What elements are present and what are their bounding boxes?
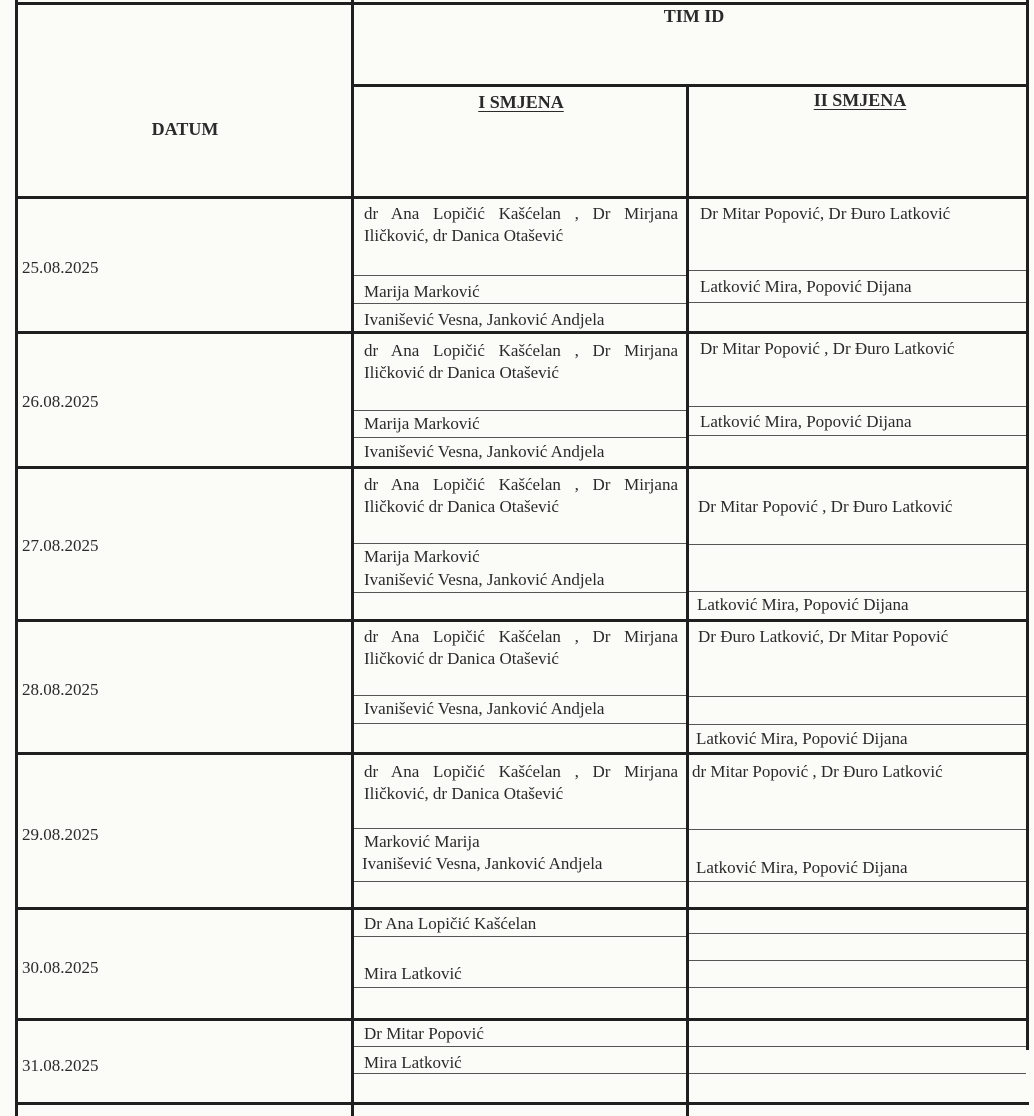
date-label: 27.08.2025 xyxy=(22,536,99,555)
shift-2-nurses: Latković Mira, Popović Dijana xyxy=(697,595,909,614)
shift-1-nurse: Marković Marija xyxy=(364,832,480,851)
shift-2-doctors: Dr Mitar Popović , Dr Đuro Latković xyxy=(700,339,955,358)
date-label: 25.08.2025 xyxy=(22,258,99,277)
shift-2-nurses: Latković Mira, Popović Dijana xyxy=(696,858,908,877)
shift-1-nurse: Marija Marković xyxy=(364,414,480,433)
shift-1-staff: Ivanišević Vesna, Janković Andjela xyxy=(364,570,605,589)
shift-2-header: II SMJENA xyxy=(813,90,907,110)
shift-2-doctors: Dr Mitar Popović , Dr Đuro Latković xyxy=(698,497,953,516)
shift-1-doctors: dr Ana Lopičić Kašćelan , Dr Mirjana Iličković, dr Danica Otašević xyxy=(364,762,678,803)
date-label: 29.08.2025 xyxy=(22,825,99,844)
shift-1-doctors: dr Ana Lopičić Kašćelan , Dr Mirjana Iličković dr Danica Otašević xyxy=(364,475,678,516)
shift-1-nurse: Marija Marković xyxy=(364,547,480,566)
shift-2-doctors: Dr Đuro Latković, Dr Mitar Popović xyxy=(698,627,949,646)
shift-2-nurses: Latković Mira, Popović Dijana xyxy=(700,412,912,431)
shift-1-doctors: dr Ana Lopičić Kašćelan , Dr Mirjana Iličković, dr Danica Otašević xyxy=(364,204,678,245)
date-label: 28.08.2025 xyxy=(22,680,99,699)
shift-1-doctors: Dr Mitar Popović xyxy=(364,1024,484,1043)
shift-1-nurse: Mira Latković xyxy=(364,1053,462,1072)
shift-1-nurse: Marija Marković xyxy=(364,282,480,301)
shift-1-doctors: Dr Ana Lopičić Kašćelan xyxy=(364,914,537,933)
shift-1-doctors: dr Ana Lopičić Kašćelan , Dr Mirjana Iličković dr Danica Otašević xyxy=(364,341,678,382)
date-label: 30.08.2025 xyxy=(22,958,99,977)
date-label: 26.08.2025 xyxy=(22,392,99,411)
shift-2-doctors: Dr Mitar Popović, Dr Đuro Latković xyxy=(700,204,951,223)
shift-1-staff: Ivanišević Vesna, Janković Andjela xyxy=(364,310,605,329)
shift-1-staff: Ivanišević Vesna, Janković Andjela xyxy=(362,854,603,873)
datum-header: DATUM xyxy=(151,119,219,139)
shift-1-staff: Ivanišević Vesna, Janković Andjela xyxy=(364,699,605,718)
date-label: 31.08.2025 xyxy=(22,1056,99,1075)
shift-1-staff: Ivanišević Vesna, Janković Andjela xyxy=(364,442,605,461)
shift-1-header: I SMJENA xyxy=(478,92,564,112)
shift-1-nurse: Mira Latković xyxy=(364,964,462,983)
shift-2-nurses: Latković Mira, Popović Dijana xyxy=(700,277,912,296)
shift-2-nurses: Latković Mira, Popović Dijana xyxy=(696,729,908,748)
shift-1-doctors: dr Ana Lopičić Kašćelan , Dr Mirjana Iličković dr Danica Otašević xyxy=(364,627,678,668)
tim-id-header: TIM ID xyxy=(663,6,725,26)
shift-2-doctors: dr Mitar Popović , Dr Đuro Latković xyxy=(692,762,943,781)
